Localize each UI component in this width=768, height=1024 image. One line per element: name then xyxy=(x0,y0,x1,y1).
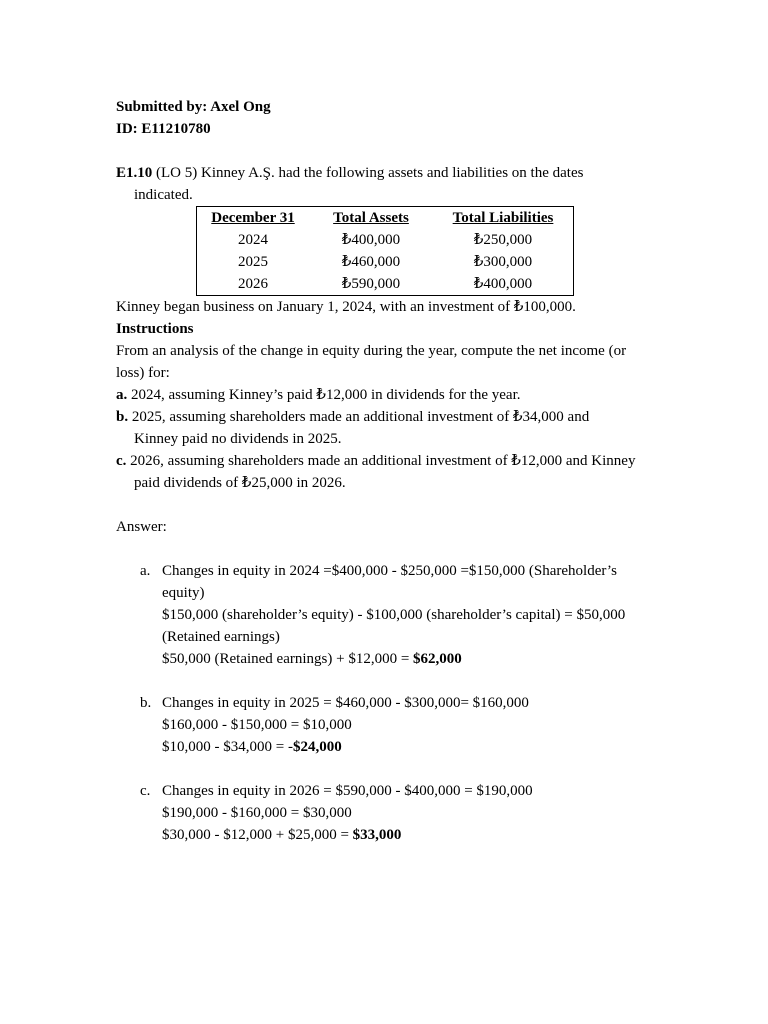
item-text: 2025, assuming shareholders made an additional investment of ₺34,000 and xyxy=(128,409,590,425)
exercise-intro-text: (LO 5) Kinney A.Ş. had the following assets and liabilities on the dates xyxy=(152,165,584,181)
instruction-item-b xyxy=(116,406,676,428)
answer-line: Changes in equity in 2024 =$400,000 - $250,000 =$150,000 (Shareholder’s xyxy=(162,563,617,579)
document-page xyxy=(116,96,676,846)
answer-result: $24,000 xyxy=(292,739,342,755)
table-cell: 2025 xyxy=(238,254,268,270)
answer-line: Changes in equity in 2026 = $590,000 - $400,000 = $190,000 xyxy=(162,783,533,799)
table-cell: ₺460,000 xyxy=(341,254,401,270)
table-cell: 2026 xyxy=(238,276,268,292)
item-text: 2024, assuming Kinney’s paid ₺12,000 in dividends for the year. xyxy=(127,387,521,403)
spacer xyxy=(116,538,676,560)
answer-heading: Answer: xyxy=(116,519,167,535)
answer-line: Changes in equity in 2025 = $460,000 - $300,000= $160,000 xyxy=(162,695,529,711)
answer-result: $62,000 xyxy=(413,651,462,667)
answer-item-b xyxy=(116,692,676,758)
spacer xyxy=(116,140,676,162)
instruction-item-c-cont: paid dividends of ₺25,000 in 2026. xyxy=(134,475,346,491)
answer-item-c xyxy=(116,780,676,846)
answer-calc: $10,000 - $34,000 = - xyxy=(162,739,293,755)
table-cell: ₺250,000 xyxy=(473,232,533,248)
instructions-heading: Instructions xyxy=(116,321,194,337)
instruction-item-c xyxy=(116,450,676,472)
item-label: b. xyxy=(116,409,129,425)
col-header-date: December 31 xyxy=(211,210,295,226)
spacer xyxy=(116,494,676,516)
item-text: 2026, assuming shareholders made an additional investment of ₺12,000 and Kinney xyxy=(126,453,636,469)
table-row xyxy=(197,229,573,251)
answer-line: (Retained earnings) xyxy=(162,629,280,645)
list-marker: b. xyxy=(140,695,152,711)
answer-calc: $30,000 - $12,000 + $25,000 = xyxy=(162,827,353,843)
spacer xyxy=(116,670,676,692)
answer-item-a xyxy=(116,560,676,670)
answer-line: $160,000 - $150,000 = $10,000 xyxy=(162,717,352,733)
table-cell: ₺400,000 xyxy=(473,276,533,292)
exercise-code: E1.10 xyxy=(116,165,153,181)
exercise-intro-cont: indicated. xyxy=(134,187,193,203)
col-header-liabilities: Total Liabilities xyxy=(452,210,554,226)
student-id: ID: E11210780 xyxy=(116,121,211,137)
instructions-text: From an analysis of the change in equity during the year, compute the net income (or xyxy=(116,343,627,359)
instruction-item-a xyxy=(116,384,676,406)
item-label: c. xyxy=(116,453,127,469)
table-cell: ₺300,000 xyxy=(473,254,533,270)
answer-result-line xyxy=(162,824,676,846)
instructions-text-cont: loss) for: xyxy=(116,365,170,381)
table-cell: 2024 xyxy=(238,232,268,248)
table-row xyxy=(197,273,573,295)
answer-line: equity) xyxy=(162,585,205,601)
answer-result: $33,000 xyxy=(352,827,402,843)
answer-list xyxy=(116,560,676,846)
item-label: a. xyxy=(116,387,128,403)
exercise-intro xyxy=(116,162,676,184)
answer-line: $190,000 - $160,000 = $30,000 xyxy=(162,805,352,821)
answer-result-line xyxy=(162,736,676,758)
answer-calc: $50,000 (Retained earnings) + $12,000 = xyxy=(162,651,414,667)
list-marker: a. xyxy=(140,563,151,579)
data-table-frame xyxy=(196,206,574,296)
table-cell: ₺400,000 xyxy=(341,232,401,248)
answer-result-line xyxy=(162,648,676,670)
table-cell: ₺590,000 xyxy=(341,276,401,292)
business-start-text: Kinney began business on January 1, 2024, with an investment of ₺100,000. xyxy=(116,299,576,315)
spacer xyxy=(116,758,676,780)
data-table xyxy=(197,207,573,295)
answer-line: $150,000 (shareholder’s equity) - $100,000 (shareholder’s capital) = $50,000 xyxy=(162,607,626,623)
table-row xyxy=(197,251,573,273)
col-header-assets: Total Assets xyxy=(333,210,409,226)
list-marker: c. xyxy=(140,783,151,799)
table-header-row xyxy=(197,207,573,229)
instruction-item-b-cont: Kinney paid no dividends in 2025. xyxy=(134,431,342,447)
submitted-by: Submitted by: Axel Ong xyxy=(116,99,271,115)
